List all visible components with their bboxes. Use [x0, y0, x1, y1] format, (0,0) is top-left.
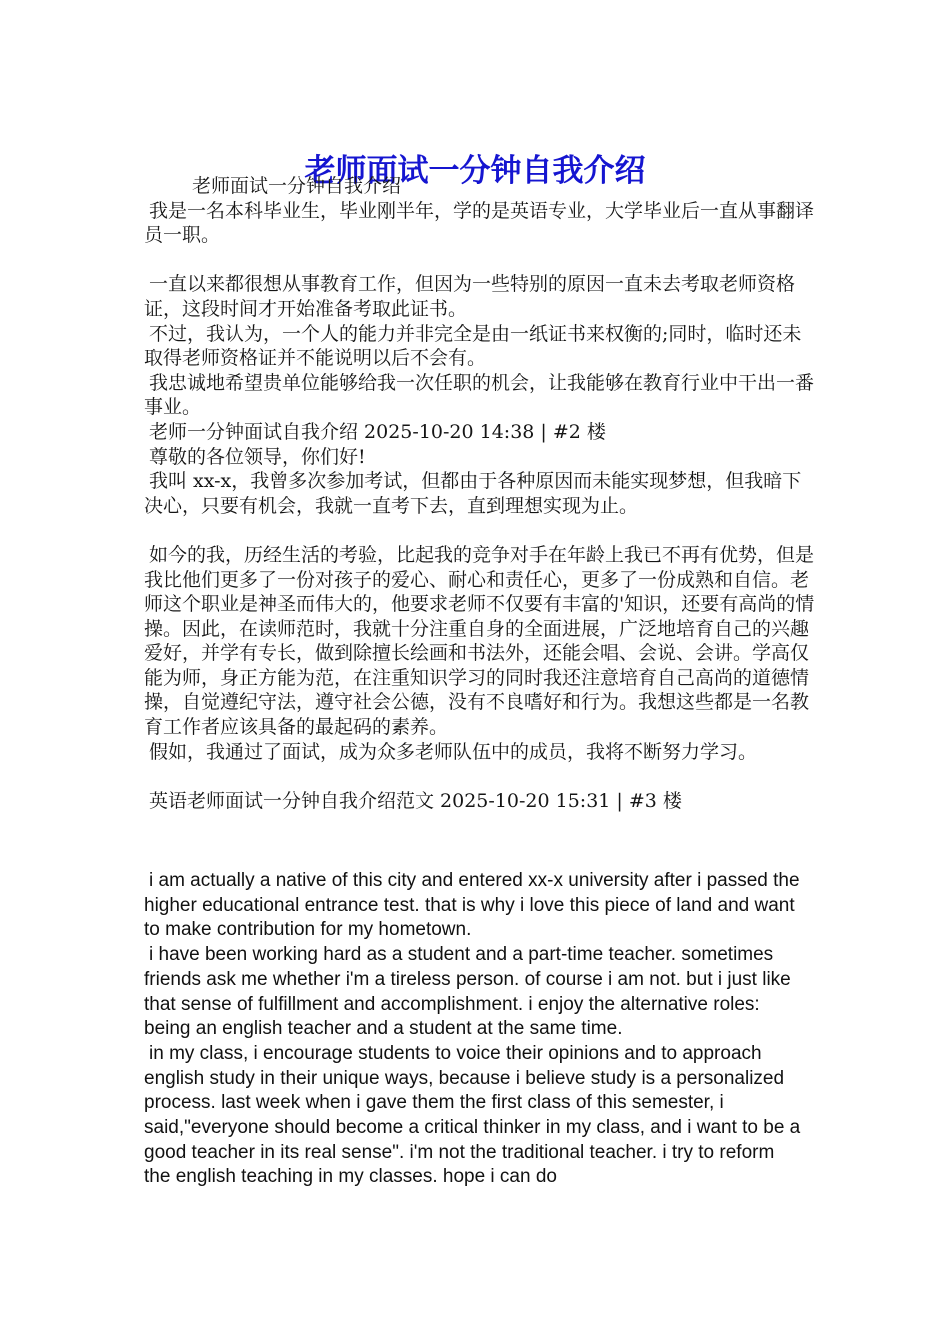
paragraph: 假如，我通过了面试，成为众多老师队伍中的成员，我将不断努力学习。	[149, 740, 758, 763]
paragraph: 我是一名本科毕业生，毕业刚半年，学的是英语专业，大学毕业后一直从事翻译员一职。	[144, 199, 815, 247]
blank-line	[144, 518, 816, 543]
section-header: 老师一分钟面试自我介绍 2025-10-20 14:38 | #2 楼	[149, 420, 606, 443]
paragraph: 一直以来都很想从事教育工作，但因为一些特别的原因一直未去考取老师资格证，这段时间才开始准备考取此证书。	[144, 273, 796, 320]
blank-line	[144, 764, 816, 789]
blank-line	[144, 248, 816, 273]
paragraph: 尊敬的各位领导，你们好!	[149, 445, 366, 468]
paragraph: 如今的我，历经生活的考验，比起我的竞争对手在年龄上我已不再有优势，但是我比他们更多了一份对孩子的爱心、耐心和责任心，更多了一份成熟和自信。老师这个职业是神圣而伟大的，他要求老师不仅要有丰富的'知识，还要有高尚的情操。因此，在读师范时，我就十分注重自身的全面进展，广泛地培育自己的兴趣爱好，并学有专长，做到除擅长绘画和书法外，还能会唱、会说、会讲。学高仅能为师，身正方能为范，在注重知识学习的同时我还注意培育自己高尚的道德情操，自觉遵纪守法，遵守社会公德，没有不良嗜好和行为。我想这些都是一名教育工作者应该具备的最起码的素养。	[144, 543, 815, 739]
paragraph: i am actually a native of this city and entered xx-x university after i passed the higher educational entrance test. that is why i love this piece of land and want to make contribution for my hometown.	[144, 870, 800, 941]
section-header: 英语老师面试一分钟自我介绍范文 2025-10-20 15:31 | #3 楼	[149, 789, 682, 812]
paragraph: 我忠诚地希望贵单位能够给我一次任职的机会，让我能够在教育行业中干出一番事业。	[144, 371, 815, 419]
paragraph: i have been working hard as a student and a part-time teacher. sometimes friends ask me whether i'm a tireless person. of course i am not. but i just like that sense of fulfillment and accomplishment. i enjoy the alternative roles: being an english teacher and a student at the same time.	[144, 944, 791, 1040]
document-subtitle: 老师面试一分钟自我介绍	[192, 175, 402, 197]
paragraph: 我叫 xx-x，我曾多次参加考试，但都由于各种原因而未能实现梦想，但我暗下决心，只要有机会，我就一直考下去，直到理想实现为止。	[144, 470, 802, 517]
document-body-english	[144, 869, 804, 1190]
document-title: 老师面试一分钟自我介绍	[304, 152, 646, 189]
paragraph: 不过，我认为，一个人的能力并非完全是由一纸证书来权衡的;同时，临时还未取得老师资格证并不能说明以后不会有。	[144, 322, 802, 370]
paragraph: in my class, i encourage students to voice their opinions and to approach english study in their unique ways, because i believe study is a personalized process. last week when i gave them the first class of this semester, i said,"everyone should become a critical thinker in my class, and i want to be a good teacher in its real sense". i'm not the traditional teacher. i try to reform the english teaching in my classes. hope i can do	[144, 1042, 801, 1188]
document-body-chinese	[144, 174, 816, 813]
